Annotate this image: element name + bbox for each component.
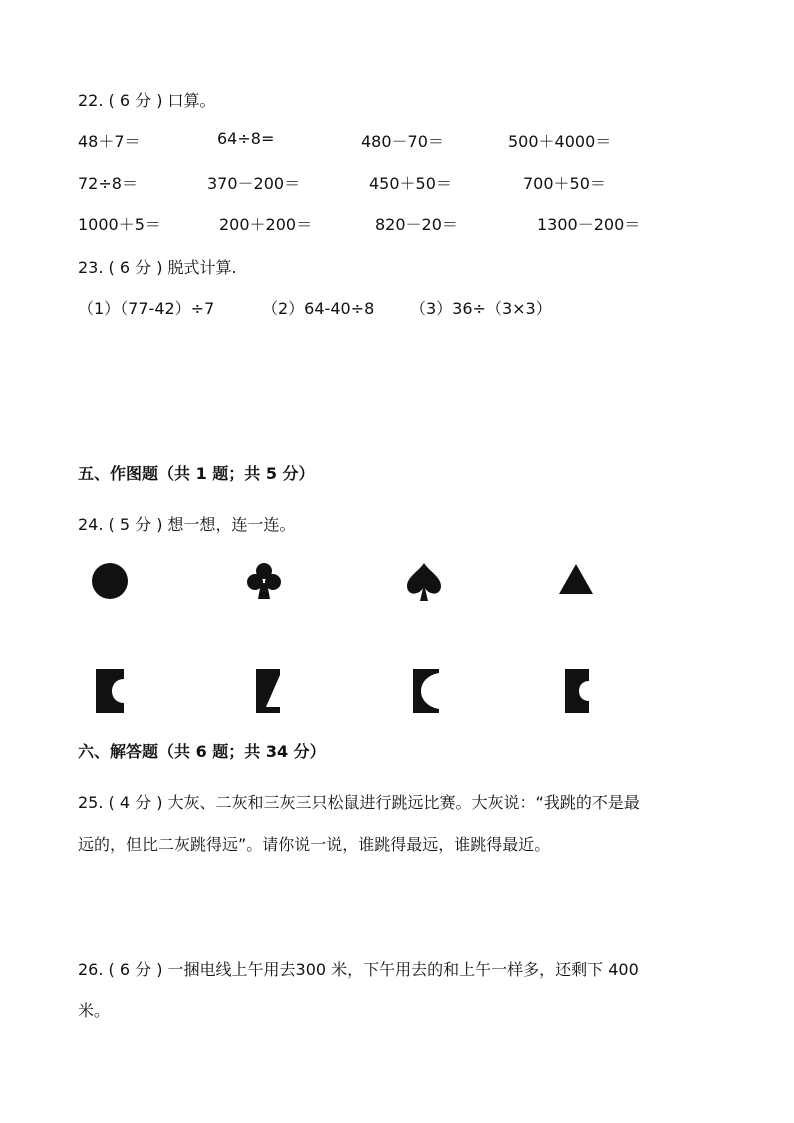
q24-title: 24. ( 5 分 ) 想一想，连一连。: [78, 515, 296, 534]
section5-heading: 五、作图题（共 1 题；共 5 分）: [78, 464, 315, 483]
q22-row1-item1: 48＋7＝: [78, 132, 141, 151]
q22-row3-item2: 200＋200＝: [219, 215, 313, 234]
circle-icon: [90, 561, 130, 601]
q25-line2: 远的，但比二灰跳得远”。请你说一说，谁跳得最远，谁跳得最近。: [78, 835, 551, 854]
club-icon: [246, 561, 282, 601]
q23-item3: （3）36÷（3×3）: [410, 299, 552, 318]
q22-row2-item4: 700＋50＝: [523, 174, 606, 193]
q22-row3-item1: 1000＋5＝: [78, 215, 161, 234]
q22-row1-item3: 480－70＝: [361, 132, 444, 151]
q22-row2-item1: 72÷8＝: [78, 174, 138, 193]
cutout-circle-bite-icon: [563, 667, 591, 715]
q22-title: 22. ( 6 分 ) 口算。: [78, 91, 216, 110]
triangle-icon: [557, 561, 595, 597]
q22-row2-item3: 450＋50＝: [369, 174, 452, 193]
q23-item1: （1）（77-42）÷7: [78, 299, 215, 318]
q22-row1-item2: 64÷8=: [217, 129, 275, 148]
q22-row2-item2: 370－200＝: [207, 174, 301, 193]
matching-figure: [78, 553, 598, 723]
q22-row1-item4: 500＋4000＝: [508, 132, 612, 151]
q25-line1: 25. ( 4 分 ) 大灰、二灰和三灰三只松鼠进行跳远比赛。大灰说：“我跳的不是最: [78, 793, 640, 812]
cutout-half-circle-icon: [411, 667, 441, 715]
section6-heading: 六、解答题（共 6 题；共 34 分）: [78, 742, 326, 761]
q22-row3-item4: 1300－200＝: [537, 215, 641, 234]
cutout-triangle-icon: [254, 667, 282, 715]
q23-item2: （2）64-40÷8: [262, 299, 375, 318]
q23-title: 23. ( 6 分 ) 脱式计算.: [78, 258, 237, 277]
cutout-half-circle-right-icon: [94, 667, 126, 715]
q22-row3-item3: 820－20＝: [375, 215, 458, 234]
q26-line1: 26. ( 6 分 ) 一捆电线上午用去300 米，下午用去的和上午一样多，还剩下 400: [78, 960, 639, 979]
spade-icon: [405, 561, 443, 603]
q26-line2: 米。: [78, 1001, 111, 1020]
